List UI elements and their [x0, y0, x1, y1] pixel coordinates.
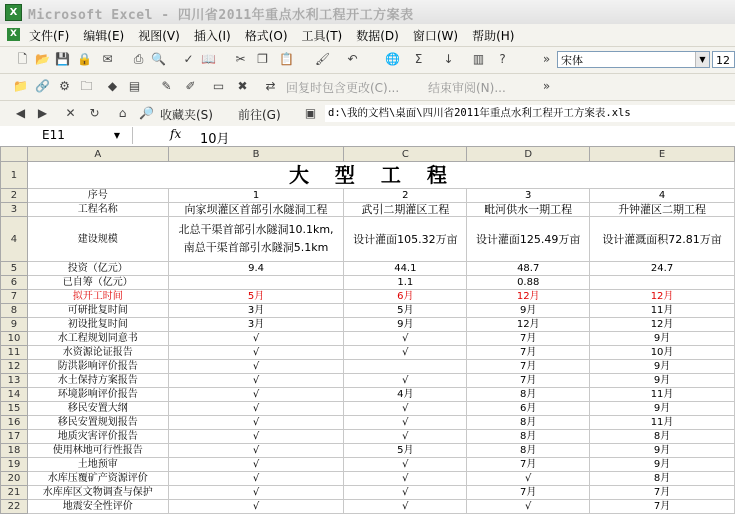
data-cell[interactable]: 6月: [467, 402, 590, 416]
folder-icon[interactable]: 📁: [13, 79, 28, 93]
row-header[interactable]: 11: [1, 346, 28, 360]
row-label-cell[interactable]: 水库压覆矿产资源评价: [27, 472, 168, 486]
data-cell[interactable]: [590, 276, 735, 290]
fx-icon[interactable]: fx: [170, 127, 182, 141]
help-icon[interactable]: ?: [499, 52, 506, 66]
data-cell[interactable]: 9月: [344, 318, 467, 332]
data-cell[interactable]: 12月: [590, 290, 735, 304]
search-icon[interactable]: 🔎: [139, 106, 154, 120]
data-cell[interactable]: √: [168, 360, 344, 374]
row-header[interactable]: 20: [1, 472, 28, 486]
data-cell[interactable]: 3: [467, 189, 590, 203]
row-header[interactable]: 6: [1, 276, 28, 290]
table-row: [1, 290, 735, 304]
select-all-corner[interactable]: [1, 147, 28, 162]
data-cell[interactable]: 升钟灌区二期工程: [590, 203, 735, 217]
row-label-cell[interactable]: 已自筹（亿元）: [27, 276, 168, 290]
table-row: [1, 458, 735, 472]
data-cell[interactable]: 7月: [590, 500, 735, 514]
data-cell[interactable]: 7月: [467, 374, 590, 388]
data-cell[interactable]: 8月: [467, 388, 590, 402]
chevron-down-icon[interactable]: ▼: [695, 52, 709, 67]
column-header[interactable]: B: [168, 147, 344, 162]
data-cell[interactable]: √: [168, 472, 344, 486]
refresh-icon[interactable]: ↻: [89, 106, 100, 120]
copy-icon[interactable]: ❐: [257, 52, 268, 66]
data-cell[interactable]: √: [344, 374, 467, 388]
folder2-icon[interactable]: 🗀: [80, 79, 93, 93]
table-row: [1, 416, 735, 430]
forward-icon[interactable]: ▶: [37, 106, 48, 120]
reply-with-changes-button[interactable]: 回复时包含更改(C)...: [286, 81, 400, 95]
data-cell[interactable]: √: [344, 486, 467, 500]
autosum-icon[interactable]: Σ: [414, 52, 423, 66]
shapes-icon[interactable]: ◆: [107, 79, 118, 93]
data-cell[interactable]: 8月: [467, 444, 590, 458]
data-cell[interactable]: 向家坝灌区首部引水隧洞工程: [168, 203, 344, 217]
paste-icon[interactable]: 📋: [279, 52, 294, 66]
row-header[interactable]: 18: [1, 444, 28, 458]
data-cell[interactable]: 5月: [168, 290, 344, 304]
data-cell[interactable]: 武引二期灌区工程: [344, 203, 467, 217]
data-cell[interactable]: 2: [344, 189, 467, 203]
save-icon[interactable]: 💾: [55, 52, 70, 66]
table-row: [1, 500, 735, 514]
row-label-cell[interactable]: 初设批复时间: [27, 318, 168, 332]
data-cell[interactable]: √: [344, 458, 467, 472]
table-row: [1, 444, 735, 458]
table-row: [1, 388, 735, 402]
data-cell[interactable]: √: [168, 374, 344, 388]
table-row: [1, 430, 735, 444]
row-label-cell[interactable]: 工程名称: [27, 203, 168, 217]
link-icon[interactable]: 🔗: [35, 79, 50, 93]
data-cell[interactable]: 9月: [590, 444, 735, 458]
data-cell[interactable]: √: [344, 332, 467, 346]
data-cell[interactable]: 9月: [467, 304, 590, 318]
table-row: [1, 162, 735, 189]
data-cell[interactable]: [344, 360, 467, 374]
row-label-cell[interactable]: 水工程规划同意书: [27, 332, 168, 346]
delete-comment-icon[interactable]: ✖: [237, 79, 248, 93]
chart-wizard-icon[interactable]: ▥: [472, 52, 485, 66]
data-cell[interactable]: √: [168, 402, 344, 416]
table-row: [1, 217, 735, 262]
font-size-combo[interactable]: 12: [712, 51, 735, 68]
data-cell[interactable]: 9.4: [168, 262, 344, 276]
end-review-button[interactable]: 结束审阅(N)...: [428, 81, 506, 95]
standard-toolbar: [0, 47, 735, 74]
data-cell[interactable]: 3月: [168, 304, 344, 318]
row-header[interactable]: 7: [1, 290, 28, 304]
formula-input[interactable]: 10月: [200, 132, 230, 147]
row-header[interactable]: 21: [1, 486, 28, 500]
data-cell[interactable]: √: [168, 388, 344, 402]
data-cell[interactable]: 6月: [344, 290, 467, 304]
hyperlink-icon[interactable]: 🌐: [385, 52, 400, 66]
comment-icon[interactable]: ▤: [128, 79, 141, 93]
row-header[interactable]: 9: [1, 318, 28, 332]
row-label-cell[interactable]: 移民安置大纲: [27, 402, 168, 416]
data-cell[interactable]: √: [344, 402, 467, 416]
web-toolbar: [0, 101, 735, 128]
row-header[interactable]: 1: [1, 162, 28, 189]
data-cell[interactable]: 7月: [590, 486, 735, 500]
data-cell[interactable]: √: [168, 416, 344, 430]
row-header[interactable]: 3: [1, 203, 28, 217]
row-header[interactable]: 8: [1, 304, 28, 318]
data-cell[interactable]: 北总干渠首部引水隧洞10.1km, 南总干渠首部引水隧洞5.1km: [168, 217, 344, 262]
data-cell[interactable]: 8月: [467, 416, 590, 430]
menu-items: [22, 24, 521, 46]
data-cell[interactable]: 10月: [590, 346, 735, 360]
data-cell[interactable]: √: [168, 430, 344, 444]
spelling-icon[interactable]: ✓: [183, 52, 194, 66]
data-cell[interactable]: 8月: [590, 472, 735, 486]
row-header[interactable]: 14: [1, 388, 28, 402]
column-header-row: [1, 147, 735, 162]
home-icon[interactable]: ⌂: [118, 106, 127, 120]
menu-item[interactable]: 插入(I): [193, 28, 231, 43]
row-header[interactable]: 15: [1, 402, 28, 416]
column-header[interactable]: D: [467, 147, 590, 162]
data-cell[interactable]: √: [168, 500, 344, 514]
row-label-cell[interactable]: 拟开工时间: [27, 290, 168, 304]
cut-icon[interactable]: ✂: [235, 52, 246, 66]
menu-item[interactable]: 工具(T): [301, 28, 343, 43]
data-cell[interactable]: √: [344, 430, 467, 444]
tools-icon[interactable]: ⚙: [59, 79, 70, 93]
reviewing-toolbar: [0, 74, 735, 101]
column-header[interactable]: A: [27, 147, 168, 162]
title-bar: [0, 0, 735, 25]
undo-icon[interactable]: ↶: [347, 52, 358, 66]
table-row: [1, 332, 735, 346]
row-header[interactable]: 2: [1, 189, 28, 203]
data-cell[interactable]: 11月: [590, 388, 735, 402]
row-header[interactable]: 16: [1, 416, 28, 430]
data-cell[interactable]: √: [344, 500, 467, 514]
data-cell[interactable]: 设计灌溉面积72.81万亩: [590, 217, 735, 262]
menu-item[interactable]: 帮助(H): [472, 28, 515, 43]
print-icon[interactable]: ⎙: [133, 52, 144, 66]
row-label-cell[interactable]: 防洪影响评价报告: [27, 360, 168, 374]
data-cell[interactable]: 24.7: [590, 262, 735, 276]
new-comment-icon[interactable]: ✎: [161, 79, 172, 93]
data-cell[interactable]: 3月: [168, 318, 344, 332]
data-cell[interactable]: 4月: [344, 388, 467, 402]
data-cell[interactable]: 9月: [590, 402, 735, 416]
menu-item[interactable]: 数据(D): [356, 28, 399, 43]
track-changes-icon[interactable]: ⇄: [265, 79, 276, 93]
data-cell[interactable]: 9月: [590, 360, 735, 374]
data-cell[interactable]: √: [168, 458, 344, 472]
table-row: [1, 360, 735, 374]
menu-item[interactable]: 格式(O): [244, 28, 288, 43]
row-header[interactable]: 13: [1, 374, 28, 388]
data-cell[interactable]: 0.88: [467, 276, 590, 290]
data-cell[interactable]: √: [168, 444, 344, 458]
data-cell[interactable]: 7月: [467, 346, 590, 360]
toolbar-options-icon[interactable]: »: [542, 52, 551, 66]
data-cell[interactable]: 9月: [590, 332, 735, 346]
row-header[interactable]: 22: [1, 500, 28, 514]
row-header[interactable]: 19: [1, 458, 28, 472]
data-cell[interactable]: 1.1: [344, 276, 467, 290]
row-label-cell[interactable]: 使用林地可行性报告: [27, 444, 168, 458]
data-cell[interactable]: √: [344, 472, 467, 486]
research-icon[interactable]: 📖: [201, 52, 216, 66]
row-header[interactable]: 10: [1, 332, 28, 346]
excel-app-icon[interactable]: X: [5, 4, 22, 21]
data-cell[interactable]: 1: [168, 189, 344, 203]
workbook-icon[interactable]: X: [7, 28, 20, 41]
data-cell[interactable]: 7月: [467, 332, 590, 346]
data-cell[interactable]: 设计灌面105.32万亩: [344, 217, 467, 262]
toolbar-options-icon[interactable]: »: [542, 79, 551, 93]
permission-icon[interactable]: 🔒: [77, 52, 92, 66]
data-cell[interactable]: 12月: [467, 290, 590, 304]
table-row: [1, 276, 735, 290]
menu-item[interactable]: 文件(F): [29, 28, 70, 43]
row-label-cell[interactable]: 水土保持方案报告: [27, 374, 168, 388]
table-row: [1, 304, 735, 318]
data-cell[interactable]: 12月: [467, 318, 590, 332]
row-label-cell[interactable]: 投资（亿元）: [27, 262, 168, 276]
row-label-cell[interactable]: 水资源论证报告: [27, 346, 168, 360]
row-label-cell[interactable]: 序号: [27, 189, 168, 203]
sort-ascending-icon[interactable]: ↓: [443, 52, 454, 66]
row-label-cell[interactable]: 水库库区文物调查与保护: [27, 486, 168, 500]
row-header[interactable]: 4: [1, 217, 28, 262]
font-name-combo[interactable]: 宋体 ▼: [557, 51, 710, 68]
data-cell[interactable]: 4: [590, 189, 735, 203]
menu-item[interactable]: 窗口(W): [412, 28, 459, 43]
edit-comment-icon[interactable]: ✐: [185, 79, 196, 93]
address-field[interactable]: d:\我的文档\桌面\四川省2011年重点水利工程开工方案表.xls: [325, 105, 735, 122]
table-row: [1, 472, 735, 486]
menu-item[interactable]: 编辑(E): [83, 28, 125, 43]
data-cell[interactable]: 8月: [590, 430, 735, 444]
data-cell[interactable]: 11月: [590, 416, 735, 430]
data-cell[interactable]: 7月: [467, 360, 590, 374]
data-cell[interactable]: [168, 276, 344, 290]
goto-menu[interactable]: 前往(G): [238, 108, 281, 122]
row-label-cell[interactable]: 可研批复时间: [27, 304, 168, 318]
menu-bar: [0, 24, 735, 47]
data-cell[interactable]: 毗河供水一期工程: [467, 203, 590, 217]
data-cell[interactable]: 44.1: [344, 262, 467, 276]
window-title: Microsoft Excel - 四川省2011年重点水利工程开工方案表: [28, 8, 414, 23]
data-cell[interactable]: √: [467, 500, 590, 514]
row-header[interactable]: 5: [1, 262, 28, 276]
data-cell[interactable]: 设计灌面125.49万亩: [467, 217, 590, 262]
row-header[interactable]: 12: [1, 360, 28, 374]
print-preview-icon[interactable]: 🔍: [151, 52, 166, 66]
data-cell[interactable]: √: [168, 486, 344, 500]
data-cell[interactable]: 5月: [344, 444, 467, 458]
table-row: [1, 262, 735, 276]
column-header[interactable]: E: [590, 147, 735, 162]
data-cell[interactable]: √: [344, 416, 467, 430]
table-row: [1, 486, 735, 500]
table-row: [1, 374, 735, 388]
open-icon[interactable]: 📂: [35, 52, 50, 66]
row-label-cell[interactable]: 移民安置规划报告: [27, 416, 168, 430]
data-cell[interactable]: 8月: [467, 430, 590, 444]
show-web-toolbar-icon[interactable]: ▣: [304, 106, 317, 120]
data-cell[interactable]: 7月: [467, 458, 590, 472]
menu-item[interactable]: 视图(V): [138, 28, 180, 43]
format-painter-icon[interactable]: 🖌: [314, 52, 331, 66]
table-row: [1, 203, 735, 217]
data-cell[interactable]: √: [344, 346, 467, 360]
row-label-cell[interactable]: 土地预审: [27, 458, 168, 472]
favorites-menu[interactable]: 收藏夹(S): [160, 108, 213, 122]
row-header[interactable]: 17: [1, 430, 28, 444]
table-row: [1, 318, 735, 332]
new-icon[interactable]: 🗋: [17, 52, 28, 66]
table-row: [1, 189, 735, 203]
stop-icon[interactable]: ✕: [65, 106, 76, 120]
email-icon[interactable]: ✉: [102, 52, 113, 66]
data-cell[interactable]: √: [467, 472, 590, 486]
row-label-cell[interactable]: 环境影响评价报告: [27, 388, 168, 402]
worksheet-table: [0, 146, 735, 514]
data-cell[interactable]: 12月: [590, 318, 735, 332]
table-row: [1, 346, 735, 360]
sheet-title[interactable]: 大型工程: [27, 162, 734, 189]
data-cell[interactable]: 9月: [590, 374, 735, 388]
data-cell[interactable]: √: [168, 346, 344, 360]
row-label-cell[interactable]: 建设规模: [27, 217, 168, 262]
worksheet-grid[interactable]: [0, 146, 735, 514]
back-icon[interactable]: ◀: [15, 106, 26, 120]
data-cell[interactable]: 11月: [590, 304, 735, 318]
row-label-cell[interactable]: 地质灾害评价报告: [27, 430, 168, 444]
column-header[interactable]: C: [344, 147, 467, 162]
table-row: [1, 402, 735, 416]
row-label-cell[interactable]: 地震安全性评价: [27, 500, 168, 514]
data-cell[interactable]: 9月: [590, 458, 735, 472]
name-box[interactable]: E11 ▼: [0, 127, 133, 144]
data-cell[interactable]: 7月: [467, 486, 590, 500]
data-cell[interactable]: 5月: [344, 304, 467, 318]
show-comment-icon[interactable]: ▭: [212, 79, 225, 93]
data-cell[interactable]: 48.7: [467, 262, 590, 276]
data-cell[interactable]: √: [168, 332, 344, 346]
formula-bar: [0, 126, 735, 147]
chevron-down-icon[interactable]: ▼: [113, 131, 120, 140]
